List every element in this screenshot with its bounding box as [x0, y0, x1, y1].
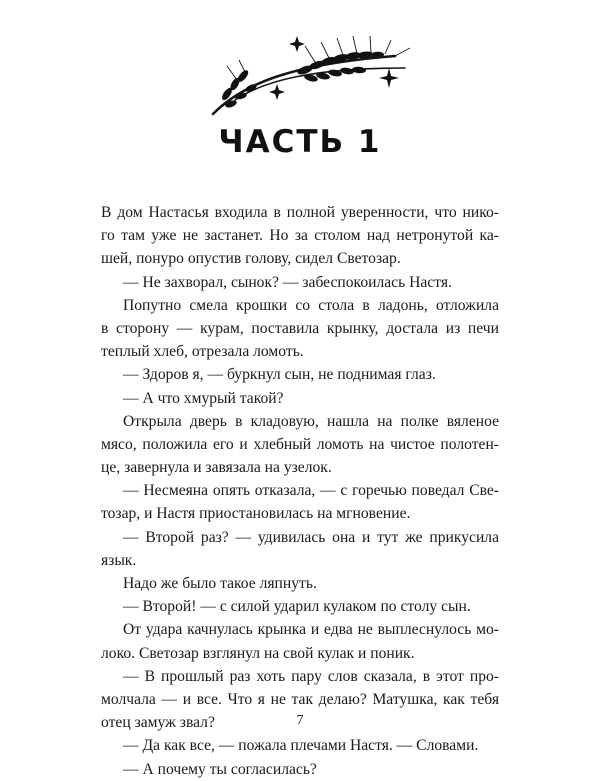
text-line: теплый хлеб, отрезала ломоть.	[101, 343, 304, 361]
wheat-ornament	[205, 22, 420, 122]
text-line: го там уже не застанет. Но за столом над нетронутой ка-	[101, 227, 499, 245]
text-line: отец замуж звал?	[101, 714, 215, 732]
text-line: молчала — и все. Что я не так делаю? Матушка, как тебя	[101, 690, 499, 708]
body-text	[101, 201, 499, 781]
text-line: — Здоров я, — буркнул сын, не поднимая глаз.	[123, 366, 436, 384]
text-line: От удара качнулась крынка и едва не выплеснулось мо-	[123, 621, 499, 639]
page-number: 7	[296, 713, 304, 728]
text-line: — В прошлый раз хоть пару слов сказала, в этот про-	[123, 667, 499, 685]
text-line: локо. Светозар взглянул на свой кулак и поник.	[101, 644, 415, 662]
chapter-title: ЧАСТЬ 1	[218, 124, 382, 160]
text-line: — А что хмурый такой?	[123, 389, 284, 407]
text-line: язык.	[101, 551, 137, 569]
text-line: тозар, и Настя приостановилась на мгновение.	[101, 505, 411, 523]
text-line: — Да как все, — пожала плечами Настя. — Словами.	[123, 737, 479, 755]
text-line: Попутно смела крошки со стола в ладонь, отложила	[123, 296, 499, 314]
text-line: це, завернула и завязала на узелок.	[101, 459, 332, 477]
text-line: — Несмеяна опять отказала, — с горечью поведал Све-	[123, 482, 499, 500]
text-line: в сторону — курам, поставила крынку, достала из печи	[101, 319, 499, 337]
text-line: Открыла дверь в кладовую, нашла на полке вяленое	[123, 412, 499, 430]
text-line: — Второй! — с силой ударил кулаком по столу сын.	[123, 598, 471, 616]
text-line: — Не захворал, сынок? — забеспокоилась Настя.	[123, 273, 452, 291]
text-line: Надо же было такое ляпнуть.	[123, 575, 317, 592]
text-line: мясо, положила его и хлебный ломоть на чистое полотен-	[101, 435, 499, 453]
text-line: — Второй раз? — удивилась она и тут же прикусила	[123, 528, 499, 546]
text-line: — А почему ты согласилась?	[123, 760, 317, 778]
text-line: В дом Настасья входила в полной уверенности, что нико-	[101, 204, 499, 221]
text-line: шей, понуро опустив голову, сидел Светозар.	[101, 250, 401, 268]
